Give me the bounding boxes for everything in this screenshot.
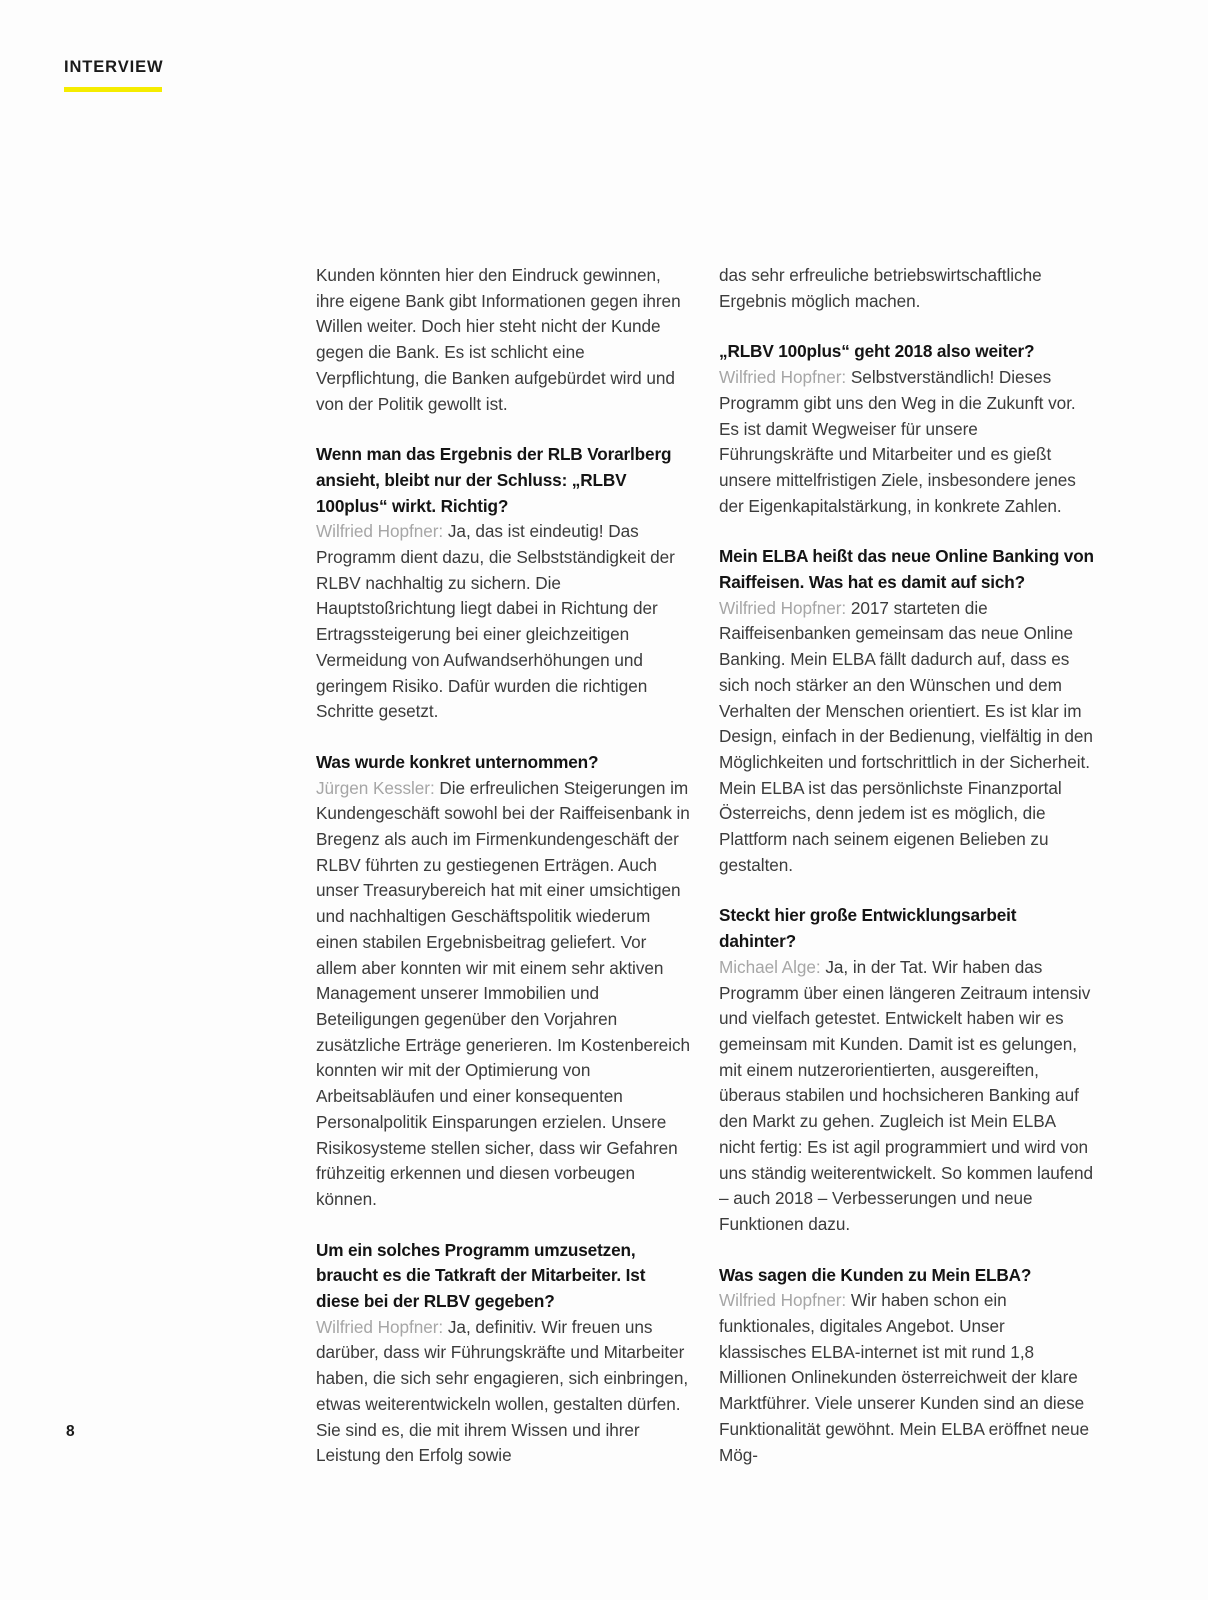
- question-heading: Um ein solches Programm umzusetzen, braucht es die Tatkraft der Mitarbeiter. Ist diese bei der RLBV gegeben?: [316, 1239, 646, 1312]
- answer-text: Wir haben schon ein funktionales, digitales Angebot. Unser klassisches ELBA-internet ist mit rund 1,8 Millionen Onlinekunden österreichweit der klare Marktführer. Viele unserer Kunden sind an diese Funktionalität gewöhnt. Mein ELBA eröffnet neue Mög-: [719, 1290, 1089, 1465]
- qa-block: [719, 903, 1094, 1237]
- qa-block: [719, 339, 1094, 519]
- answer-text: Ja, das ist eindeutig! Das Programm dient dazu, die Selbstständigkeit der RLBV nachhaltig zu sichern. Die Hauptstoßrichtung liegt dabei in Richtung der Ertragssteigerung bei einer gleichzeitigen Vermeidung von Aufwandserhöhungen und geringem Risiko. Dafür wurden die richtigen Schritte gesetzt.: [316, 521, 675, 722]
- answer-text: Ja, definitiv. Wir freuen uns darüber, dass wir Führungskräfte und Mitarbeiter haben, die sich sehr engagieren, sich einbringen, etwas weiterentwickeln wollen, gestalten dürfen. Sie sind es, die mit ihrem Wissen und ihrer Leistung den Erfolg sowie: [316, 1316, 689, 1466]
- speaker-name: Wilfried Hopfner:: [719, 1290, 847, 1311]
- qa-block: [316, 1238, 691, 1469]
- answer-paragraph: [719, 263, 1094, 314]
- answer-text: Ja, in der Tat. Wir haben das Programm über einen längeren Zeitraum intensiv und vielfach getestet. Entwickelt haben wir es gemeinsam mit Kunden. Damit ist es gelungen, mit einem nutzerorientierten, ausgereiften, überaus stabilen und hochsicheren Banking auf den Markt zu gehen. Zugleich ist Mein ELBA nicht fertig: Es ist agil programmiert und wird von uns ständig weiterentwickelt. So kommen laufend – auch 2018 – Verbesserungen und neue Funktionen dazu.: [719, 956, 1094, 1234]
- question-heading: Steckt hier große Entwicklungsarbeit dahinter?: [719, 905, 1017, 952]
- answer-block: [719, 263, 1094, 314]
- answer-text: Selbstverständlich! Dieses Programm gibt uns den Weg in die Zukunft vor. Es ist damit Wegweiser für unsere Führungskräfte und Mitarbeiter und es gießt unsere mittelfristigen Ziele, insbesondere jenes der Eigenkapitalstärkung, in konkrete Zahlen.: [719, 367, 1076, 516]
- answer-block: [316, 263, 691, 417]
- speaker-name: Wilfried Hopfner:: [316, 1316, 444, 1337]
- answer-paragraph: [719, 596, 1094, 879]
- question-heading: Was wurde konkret unternommen?: [316, 751, 599, 772]
- answer-text: das sehr erfreuliche betriebswirtschaftliche Ergebnis möglich machen.: [719, 265, 1042, 311]
- article-columns: [316, 263, 1094, 1469]
- answer-paragraph: [719, 955, 1094, 1238]
- qa-block: [719, 1263, 1094, 1469]
- answer-text: Die erfreulichen Steigerungen im Kundengeschäft sowohl bei der Raiffeisenbank in Bregenz als auch im Firmenkundengeschäft der RLBV führten zu gestiegenen Erträgen. Auch unser Treasurybereich hat mit einer umsichtigen und nachhaltigen Geschäftspolitik wiederum einen stabilen Ergebnisbeitrag geliefert. Vor allem aber konnten wir mit einem sehr aktiven Management unserer Immobilien und Beteiligungen gegenüber den Vorjahren zusätzliche Erträge generieren. Im Kostenbereich konnten wir mit der Optimierung von Arbeitsabläufen und einer konsequenten Personalpolitik Einsparungen erzielen. Unsere Risikosysteme stellen sicher, dass wir Gefahren frühzeitig erkennen und diesen vorbeugen können.: [316, 777, 691, 1209]
- section-header: [64, 58, 364, 92]
- speaker-name: Wilfried Hopfner:: [719, 597, 847, 618]
- qa-block: [316, 750, 691, 1213]
- answer-paragraph: [316, 519, 691, 725]
- column-left: [316, 263, 691, 1469]
- speaker-name: Michael Alge:: [719, 956, 821, 977]
- speaker-name: Wilfried Hopfner:: [719, 367, 847, 388]
- qa-block: [719, 544, 1094, 878]
- answer-text: 2017 starteten die Raiffeisenbanken gemeinsam das neue Online Banking. Mein ELBA fällt dadurch auf, dass es sich noch stärker an den Wünschen und dem Verhalten der Menschen orientiert. Es ist klar im Design, einfach in der Bedienung, vielfältig in den Möglichkeiten und fortschrittlich in der Sicherheit. Mein ELBA ist das persönlichste Finanzportal Österreichs, denn jedem ist es möglich, die Plattform nach seinem eigenen Belieben zu gestalten.: [719, 597, 1093, 875]
- answer-paragraph: [316, 776, 691, 1213]
- answer-paragraph: [316, 263, 691, 417]
- speaker-name: Wilfried Hopfner:: [316, 521, 444, 542]
- question-heading: „RLBV 100plus“ geht 2018 also weiter?: [719, 341, 1035, 362]
- answer-text: Kunden könnten hier den Eindruck gewinnen, ihre eigene Bank gibt Informationen gegen ihren Willen weiter. Doch hier steht nicht der Kunde gegen die Bank. Es ist schlicht eine Verpflichtung, die Banken aufgebürdet wird und von der Politik gewollt ist.: [316, 265, 681, 414]
- answer-paragraph: [719, 1288, 1094, 1468]
- question-heading: Wenn man das Ergebnis der RLB Vorarlberg ansieht, bleibt nur der Schluss: „RLBV 100plus“ wirkt. Richtig?: [316, 444, 672, 516]
- question-heading: Was sagen die Kunden zu Mein ELBA?: [719, 1264, 1032, 1285]
- answer-paragraph: [719, 365, 1094, 519]
- column-right: [719, 263, 1094, 1469]
- question-heading: Mein ELBA heißt das neue Online Banking von Raiffeisen. Was hat es damit auf sich?: [719, 546, 1094, 593]
- page-number: 8: [66, 1423, 75, 1440]
- speaker-name: Jürgen Kessler:: [316, 777, 435, 798]
- section-header-rule: [64, 87, 162, 92]
- qa-block: [316, 442, 691, 725]
- section-header-label: INTERVIEW: [64, 58, 164, 76]
- answer-paragraph: [316, 1315, 691, 1469]
